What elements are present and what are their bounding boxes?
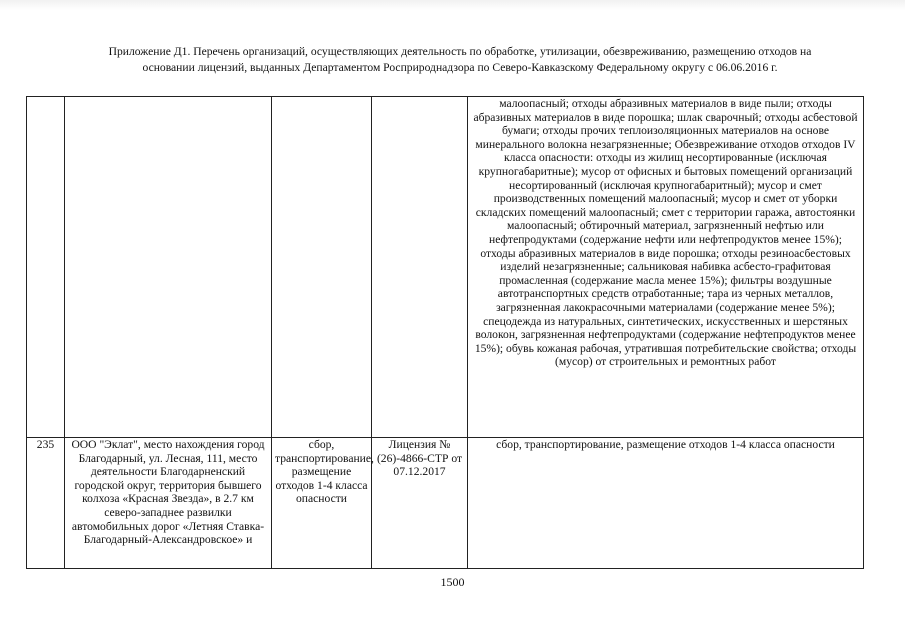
activity-type-cell: сбор, транспортирование, размещение отходов 1-4 класса опасности (272, 438, 372, 569)
table-row (27, 97, 864, 438)
table-row (27, 438, 864, 569)
row-number (27, 97, 65, 438)
activity-type-cell (272, 97, 372, 438)
waste-activities-cell: сбор, транспортирование, размещение отходов 1-4 класса опасности (468, 438, 864, 569)
license-cell: Лицензия № (26)-4866-СТР от 07.12.2017 (372, 438, 468, 569)
page-number: 1500 (440, 575, 465, 589)
waste-activities-cell: малоопасный; отходы абразивных материалов в виде пыли; отходы абразивных материалов в виде порошка; шлак сварочный; отходы асбестовой бумаги; отходы прочих теплоизоляционных материалов на основе минерального волокна незагрязненные; Обезвреживание отходов отходов IV класса опасности: отходы из жилищ несортированные (исключая крупногабаритные); мусор от офисных и бытовых помещений организаций несортированный (исключая крупногабаритный); мусор и смет производственных помещений малоопасный; мусор и смет от уборки складских помещений малоопасный; смет с территории гаража, автостоянки малоопасный; обтирочный материал, загрязненный нефтью или нефтепродуктами (содержание нефти или нефтепродуктов менее 15%); отходы абразивных материалов в виде порошка; отходы резиноасбестовых изделий незагрязненные; сальниковая набивка асбесто-графитовая промасленная (содержание масла менее 15%); фильтры воздушные автотранспортных средств отработанные; тара из черных металлов, загрязненная лакокрасочными материалами (содержание менее 5%); спецодежда из натуральных, синтетических, искусственных и шерстяных волокон, загрязненная нефтепродуктами (содержание нефтепродуктов менее 15%); обувь кожаная рабочая, утратившая потребительские свойства; отходы (мусор) от строительных и ремонтных работ (468, 97, 864, 438)
license-cell (372, 97, 468, 438)
organizations-table (26, 96, 864, 569)
organization-cell: ООО "Эклат", место нахождения город Благодарный, ул. Лесная, 111, место деятельности Благодарненский городской округ, территория бывшего колхоза «Красная Звезда», в 2.7 км северо-западнее развилки автомобильных дорог «Летняя Ставка-Благодарный-Александровское» и (65, 438, 272, 569)
scan-edge (0, 0, 905, 10)
row-number: 235 (27, 438, 65, 569)
organization-cell (65, 97, 272, 438)
header-line-1: Приложение Д1. Перечень организаций, осуществляющих деятельность по обработке, утилизации, обезвреживанию, размещению отходов на (108, 45, 812, 58)
header-line-2: основании лицензий, выданных Департаментом Росприроднадзора по Северо-Кавказскому Федеральному округу с 06.06.2016 г. (142, 60, 778, 74)
page-header (60, 44, 860, 75)
